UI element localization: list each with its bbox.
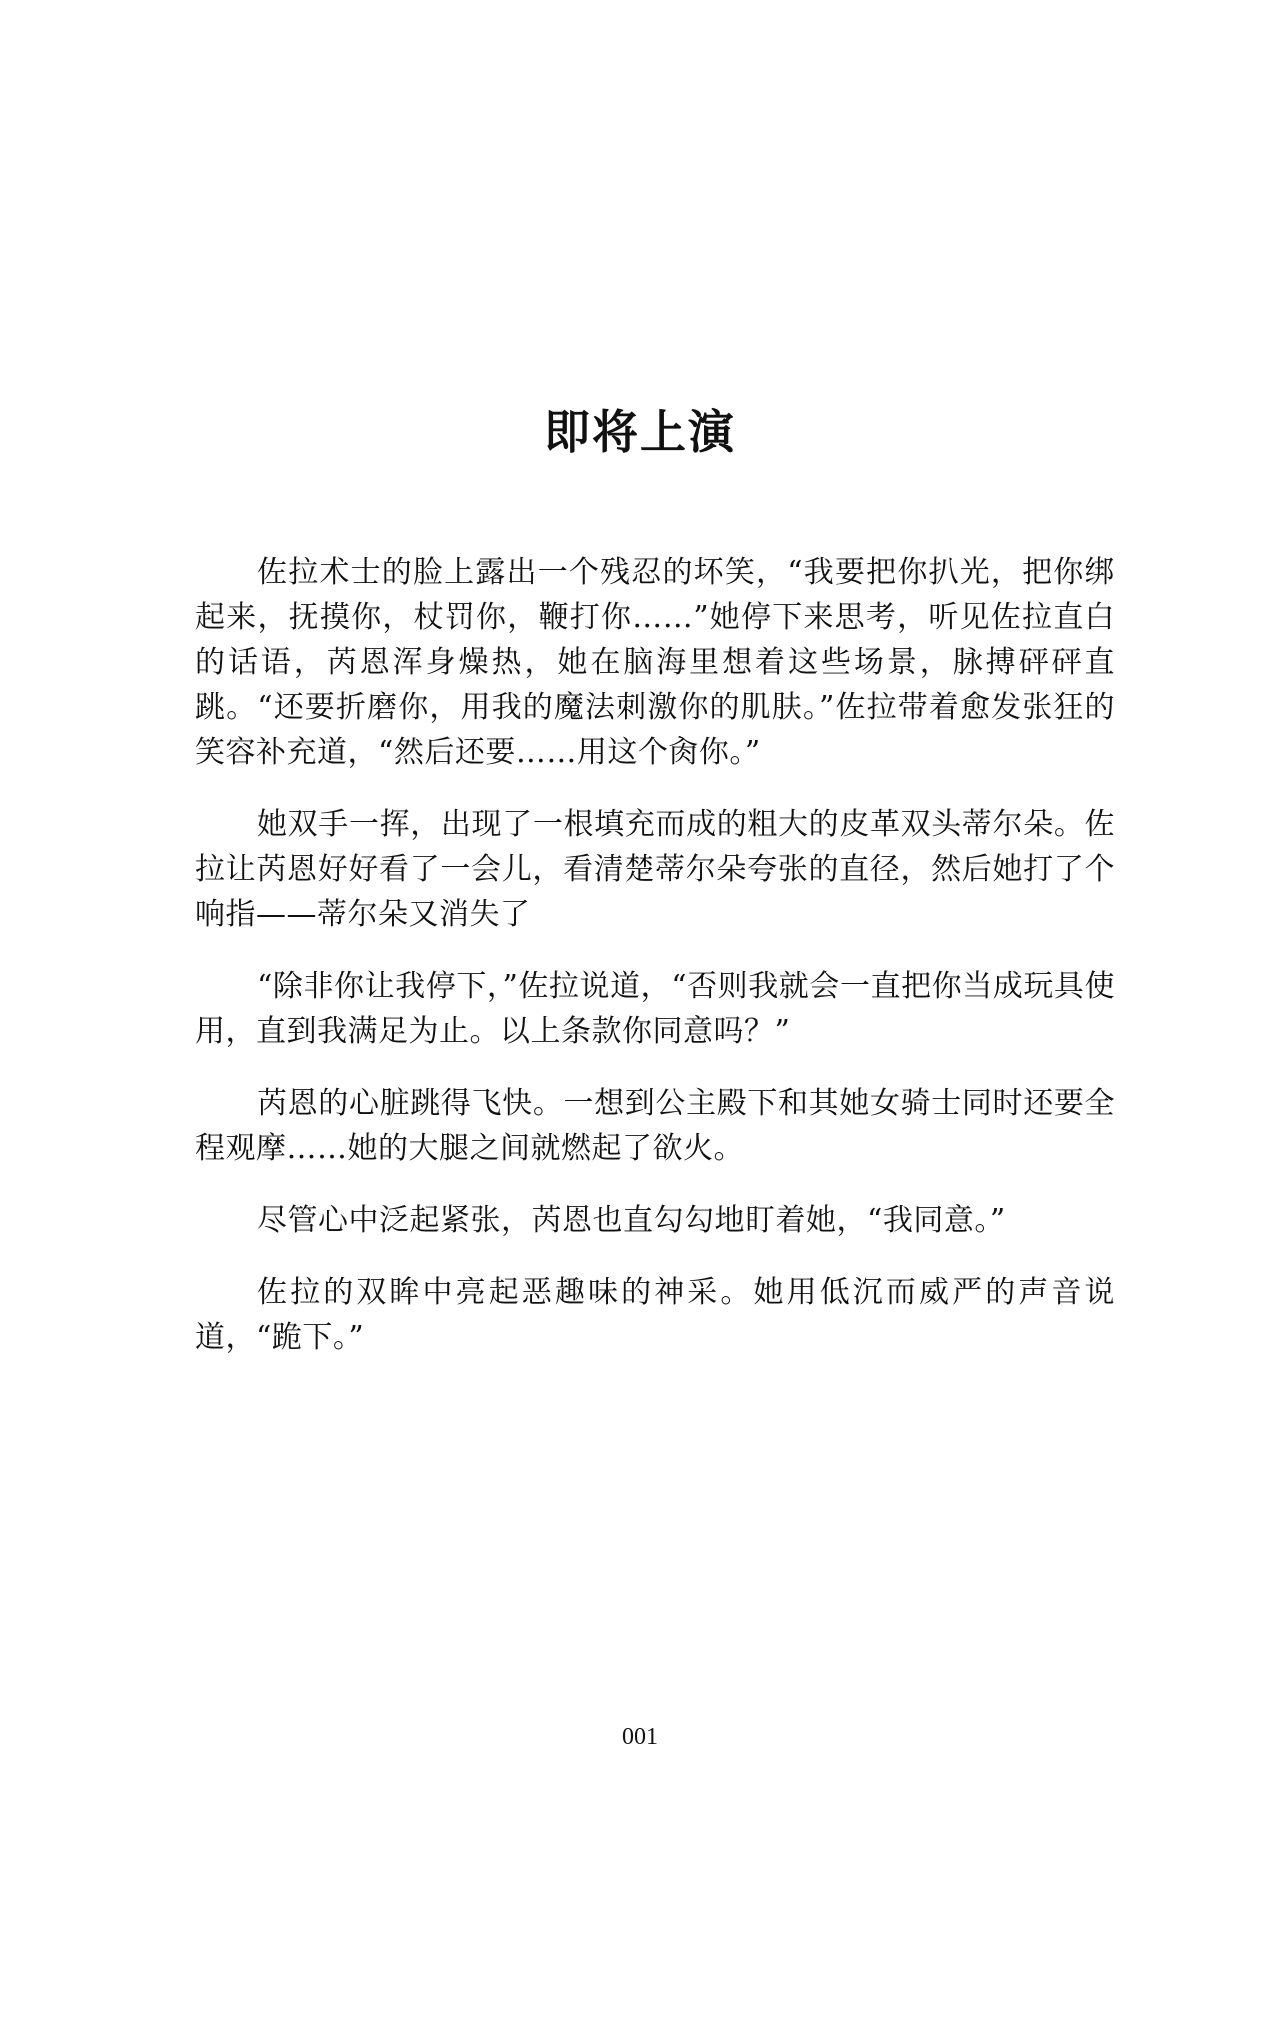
paragraph: 尽管心中泛起紧张，芮恩也直勾勾地盯着她，“我同意。”: [257, 1203, 1006, 1238]
chapter-body: [195, 550, 1115, 1387]
page-number: 001: [622, 1724, 658, 1750]
chapter-title: 即将上演: [544, 405, 736, 459]
paragraph: 佐拉术士的脸上露出一个残忍的坏笑，“我要把你扒光，把你绑起来，抚摸你，杖罚你，鞭打你……”她停下来思考，听见佐拉直白的话语，芮恩浑身燥热，她在脑海里想着这些场景，脉搏砰砰直跳。“还要折磨你，用我的魔法刺激你的肌肤。”佐拉带着愈发张狂的笑容补充道，“然后还要……用这个肏你。”: [195, 555, 1115, 770]
paragraph: 她双手一挥，出现了一根填充而成的粗大的皮革双头蒂尔朵。佐拉让芮恩好好看了一会儿，看清楚蒂尔朵夸张的直径，然后她打了个响指——蒂尔朵又消失了: [195, 807, 1115, 932]
paragraph: 芮恩的心脏跳得飞快。一想到公主殿下和其她女骑士同时还要全程观摩……她的大腿之间就燃起了欲火。: [195, 1086, 1115, 1166]
paragraph: “除非你让我停下，”佐拉说道，“否则我就会一直把你当成玩具使用，直到我满足为止。以上条款你同意吗？”: [195, 969, 1115, 1049]
paragraph: 佐拉的双眸中亮起恶趣味的神采。她用低沉而威严的声音说道，“跪下。”: [195, 1275, 1115, 1355]
